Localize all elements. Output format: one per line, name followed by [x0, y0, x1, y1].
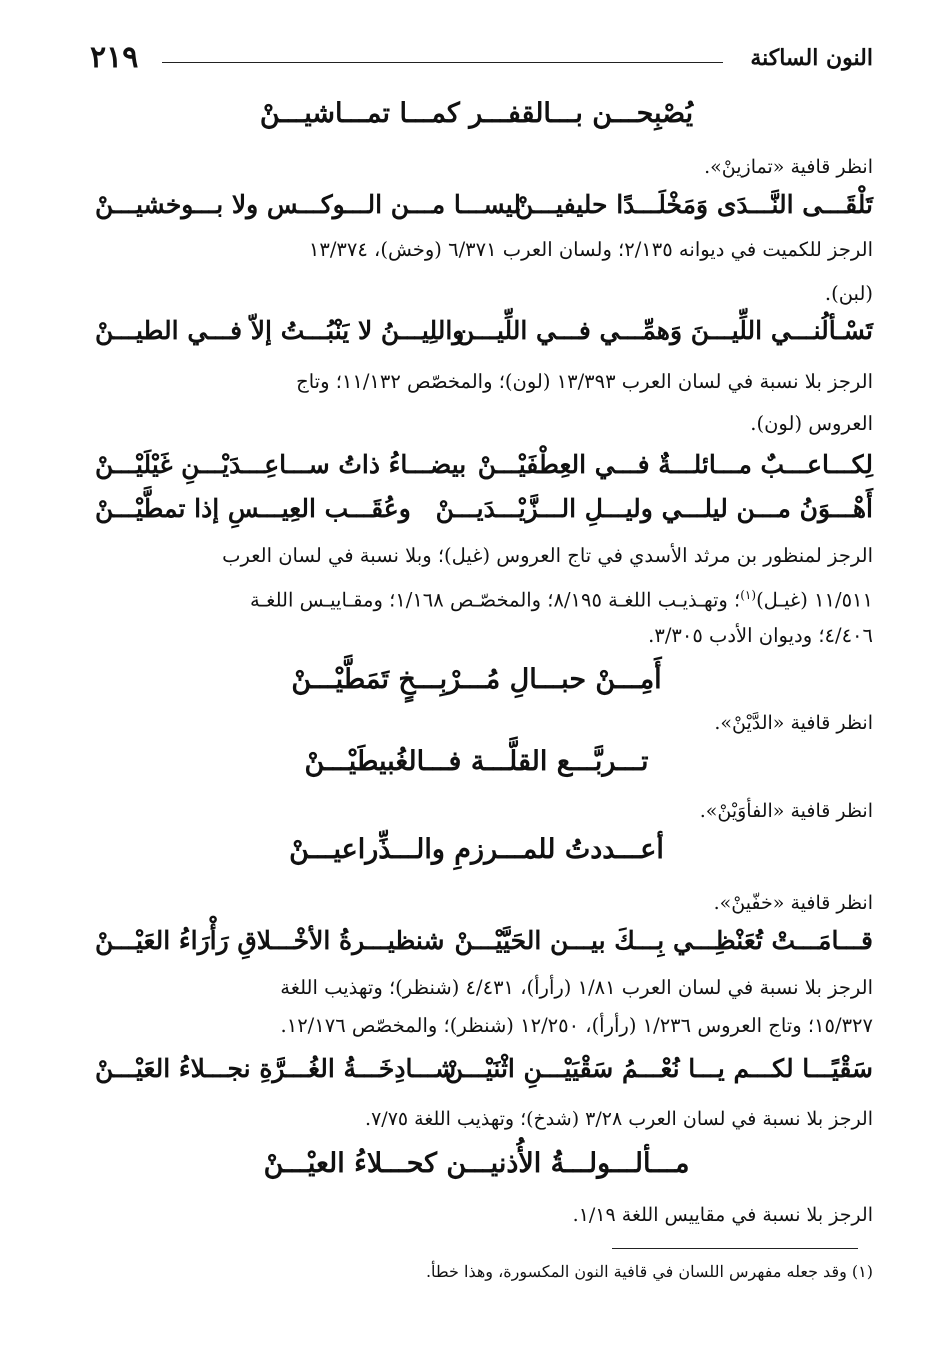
source-line: العروس (لون). — [750, 412, 873, 435]
verse-hemistich-second: ليســـا مـــن الـــوكـــس ولا بـــوخشيـــنْ — [95, 190, 521, 219]
cross-reference: انظر قافية «الدَّيْنْ». — [714, 712, 873, 734]
footnote-rule — [612, 1248, 858, 1249]
source-line: الرجز بلا نسبة في لسان العرب ١/٨١ (رأرأ)، ٤/٤٣١ (شنظر)؛ وتهذيب اللغة — [280, 976, 873, 999]
source-line: الرجز بلا نسبة في لسان العرب ١٣/٣٩٣ (لون)؛ والمخصّص ١١/١٣٢؛ وتاج — [296, 370, 873, 393]
verse-couplet — [80, 926, 873, 966]
chapter-title: النون الساكنة — [750, 45, 873, 71]
verse-hemistich-second: واللِيـــنُ لا يَنْبُـــتُ إلاّ فـــي الطيـــنْ — [95, 316, 465, 345]
verse-couplet — [80, 450, 873, 490]
source-line: الرجز بلا نسبة في مقاييس اللغة ١/١٩. — [572, 1204, 873, 1226]
verse-hemistich-first: لِكـــاعـــبٌ مـــائلـــةٌ فـــي العِطْفَيْـــنْ — [477, 450, 873, 479]
cross-reference: انظر قافية «خفّينْ». — [713, 892, 873, 914]
verse-couplet — [80, 190, 873, 230]
source-line: الرجز لمنظور بن مرثد الأسدي في تاج العروس (غيل)؛ وبلا نسبة في لسان العرب — [222, 544, 873, 567]
page-number: ٢١٩ — [90, 40, 139, 75]
footnote-marker: (١) — [740, 588, 757, 602]
cross-reference: انظر قافية «تمازينْ». — [704, 156, 873, 178]
source-line: الرجز بلا نسبة في لسان العرب ٣/٢٨ (شدخ)؛ وتهذيب اللغة ٧/٧٥. — [365, 1108, 873, 1130]
verse-couplet — [80, 494, 873, 534]
verse-hemistich-second: بيضـــاءُ ذاتُ ســـاعِـــدَيْـــنِ غَيْلَيْـــنْ — [95, 450, 467, 479]
verse-hemistich-first: أَهْـــوَنُ مـــن ليلـــي وليـــلِ الـــزَّيْـــدَيـــنْ — [435, 494, 873, 523]
running-header — [80, 36, 873, 80]
verse-line: تـــربَّـــع القلَّـــة فـــالغُبيطَيْـــنْ — [304, 746, 649, 777]
source-line: ١٥/٣٢٧؛ وتاج العروس ١/٢٣٦ (رأرأ)، ١٢/٢٥٠ (شنظر)؛ والمخصّص ١٢/١٧٦. — [280, 1014, 873, 1037]
source-line — [80, 588, 873, 612]
source-text: ١١/٥١١ (غيـل) — [756, 588, 873, 612]
verse-hemistich-second: شـــادِخَـــةُ الغُـــرَّةِ نجـــلاءُ العَيْـــنْ — [95, 1054, 457, 1083]
verse-hemistich-first: قـــامَـــتْ تُعَنْظِـــي بِـــكَ بيـــن الحَيَّيْـــنْ — [454, 926, 873, 955]
source-line: ٤/٤٠٦؛ وديوان الأدب ٣/٣٠٥. — [648, 624, 873, 647]
cross-reference: انظر قافية «الفأوَيْنْ». — [699, 800, 873, 822]
verse-couplet — [80, 1054, 873, 1094]
source-text: ؛ وتهـذيـب اللغـة ٨/١٩٥؛ والمخصّـص ١/١٦٨؛ ومقـاييـس اللغـة — [250, 588, 741, 612]
verse-couplet — [80, 316, 873, 356]
verse-line: أعـــددتُ للمـــرزمِ والـــذِّراعيـــنْ — [289, 834, 664, 865]
verse-hemistich-first: تَلْقَـــى النَّـــدَى وَمَخْلَـــدًا حليفيـــنْ — [515, 190, 873, 219]
source-line: (لبن). — [824, 282, 873, 305]
header-rule — [162, 62, 723, 63]
verse-hemistich-second: وعُقَـــب العِيـــسِ إذا تمطَّيْـــنْ — [95, 494, 411, 523]
verse-line: مـــألـــولـــةُ الأُذنيـــن كحـــلاءُ العيْـــنْ — [263, 1148, 690, 1179]
source-line: الرجز للكميت في ديوانه ٢/١٣٥؛ ولسان العرب ٦/٣٧١ (وخش)، ١٣/٣٧٤ — [308, 238, 873, 261]
footnote: (١) وقد جعله مفهرس اللسان في قافية النون المكسورة، وهذا خطأ. — [425, 1262, 873, 1281]
verse-line: يُصْبِحـــن بـــالقفـــر كمـــا تمـــاشيـــنْ — [259, 98, 694, 129]
verse-hemistich-first: سَقْيًـــا لكـــم يـــا نُعْـــمُ سَقْيَيْـــنِ اثْنَيْـــنْ — [444, 1054, 873, 1083]
verse-line: أَمِـــنْ حبـــالِ مُـــرْبِـــخٍ تَمَطَّيْـــنْ — [291, 664, 662, 695]
verse-hemistich-second: شنظيـــرةُ الأخْـــلاقِ رَأْرَاءُ العَيْـــنْ — [95, 926, 445, 955]
verse-hemistich-first: تَسْـألُنـــي اللِّيـــنَ وَهمِّـــي فـــي اللِّيـــن — [455, 316, 873, 345]
